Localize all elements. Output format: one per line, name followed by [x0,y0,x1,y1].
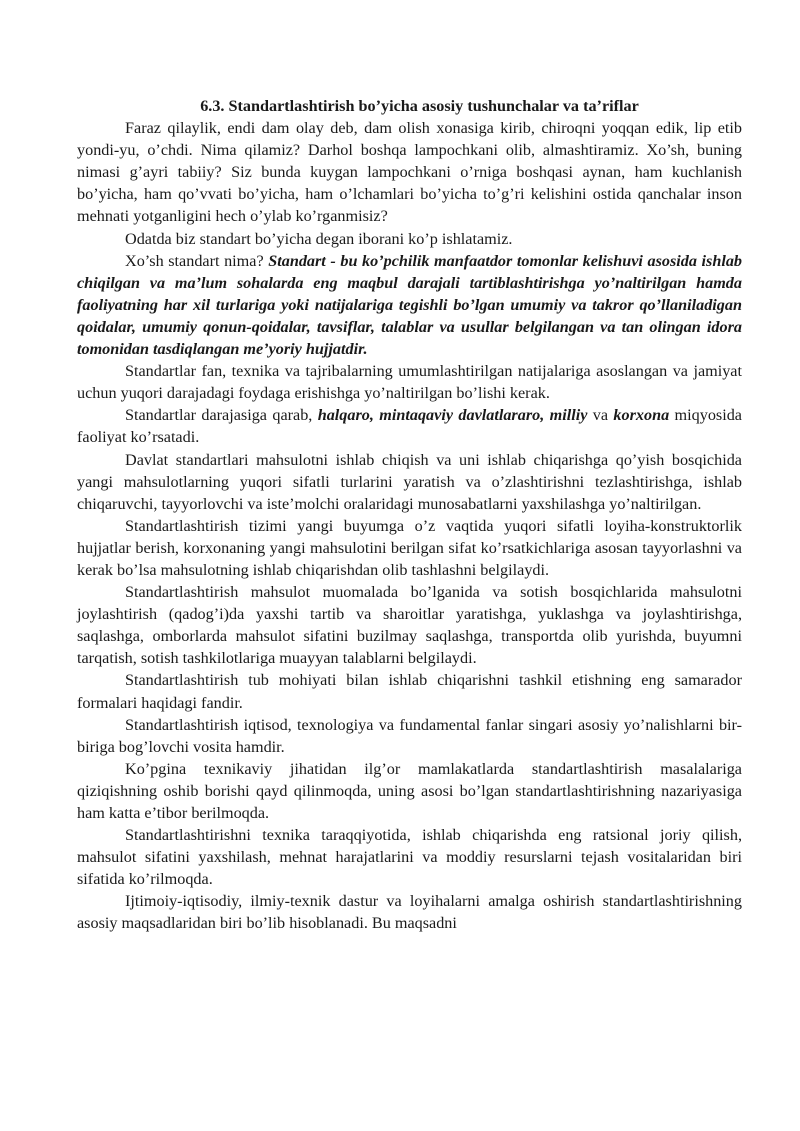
levels-text-e: miqyosida faoliyat ko’rsatadi. [77,406,742,447]
levels-text-c: va [587,406,614,425]
paragraph-link: Standartlashtirish iqtisod, texnologiya va fundamental fanlar singari asosiy yo’nalishlarni bir-biriga bog’lovchi vosita hamdir. [77,715,742,756]
paragraph-circulation: Standartlashtirish mahsulot muomalada bo’lganida va sotish bosqichlarida mahsulotni joylashtirish (qadog’i)da yaxshi tartib va sharoitlar yaratishga, yuklashga va joylashtirishga, saqlashga, omborlarda mahsulot sifatini buzilmay saqlashga, transportda olib yurishda, buyumni tarqatish, sotish tashkilotlariga muayyan talablarni belgilaydi. [77,583,742,668]
paragraph-interest: Ko’pgina texnikaviy jihatidan ilg’or mamlakatlarda standartlashtirish masalalariga qiziqishning oshib borishi qayd qilinmoqda, uning asosi bo’lgan standartlashtirishning nazariyasiga ham katta e’tibor berilmoqda. [77,759,742,822]
levels-emphasis-1: halqaro, mintaqaviy davlatlararo, milliy [317,406,588,425]
standard-definition: Standart - bu ko’pchilik manfaatdor tomonlar kelishuvi asosida ishlab chiqilgan va ma’lum sohalarda eng maqbul darajali tartiblashtirishga yo’naltirilgan hamda faoliyatning har xil turlariga yoki natijalariga tegishli bo’lgan umumiy va takror qo’llaniladigan qoidalar, umumiy qonun-qoidalar, tavsiflar, talablar va usullar belgilangan va tan olingan idora tomonidan tasdiqlangan me’yoriy hujjatdir. [77,251,743,359]
paragraph-definition [77,250,742,360]
paragraph-goals: Ijtimoiy-iqtisodiy, ilmiy-texnik dastur va loyihalarni amalga oshirish standartlashtirishning asosiy maqsadlaridan biri bo’lib hisoblanadi. Bu maqsadni [77,892,742,933]
paragraph-essence: Standartlashtirish tub mohiyati bilan ishlab chiqarishni tashkil etishning eng samarador formalari haqidagi fandir. [77,671,742,712]
paragraph-basis: Standartlar fan, texnika va tajribalarning umumlashtirilgan natijalariga asoslangan va jamiyat uchun yuqori darajadagi foydaga erishishga yo’naltirilgan bo’lishi kerak. [77,362,742,403]
levels-emphasis-2: korxona [613,406,670,425]
paragraph-intro: Faraz qilaylik, endi dam olay deb, dam olish xonasiga kirib, chiroqni yoqqan edik, lip etib yondi-yu, o’chdi. Nima qilamiz? Darhol boshqa lampochkani olib, almashtiramiz. Xo’sh, buning nimasi g’ayri tabiiy? Siz bunda kuygan lampochkani o’rniga boshqasi aynan, ham kuchlanish bo’yicha, ham qo’vvati bo’yicha, ham o’lchamlari bo’yicha to’g’ri kelishini ostida qanchalar inson mehnati yotganligini hech o’ylab ko’rganmisiz? [77,119,742,226]
paragraph-usage: Odatda biz standart bo’yicha degan iborani ko’p ishlatamiz. [125,229,513,248]
paragraph-system: Standartlashtirish tizimi yangi buyumga o’z vaqtida yuqori sifatli loyiha-konstruktorlik hujjatlar berish, korxonaning yangi mahsulotini berilgan sifat ko’rsatkichlariga asosan tayyorlashni va kerak bo’lsa mahsulotning ishlab chiqarishdan olib tashlashni belgilaydi. [77,516,742,579]
paragraph-state-standards: Davlat standartlari mahsulotni ishlab chiqish va uni ishlab chiqarishga qo’yish bosqichida yangi mahsulotlarning yuqori sifatli turlarini yaratish va o’zlashtirishni tezlashtirishga, ishlab chiqaruvchi, tayyorlovchi va iste’molchi oralaridagi munosabatlarni yaxshilashga yo’naltirilgan. [77,450,742,513]
section-title: 6.3. Standartlashtirish bo’yicha asosiy tushunchalar va ta’riflar [200,97,639,115]
paragraph-levels [77,404,742,448]
levels-text-a: Standartlar darajasiga qarab, [125,406,318,425]
paragraph-progress: Standartlashtirishni texnika taraqqiyotida, ishlab chiqarishda eng ratsional joriy qilish, mahsulot sifatini yaxshilash, mehnat harajatlarini va moddiy resurslarni tejash vositalaridan biri sifatida ko’rilmoqda. [77,826,742,889]
definition-lead: Xo’sh standart nima? [125,251,269,270]
document-page [77,95,742,935]
